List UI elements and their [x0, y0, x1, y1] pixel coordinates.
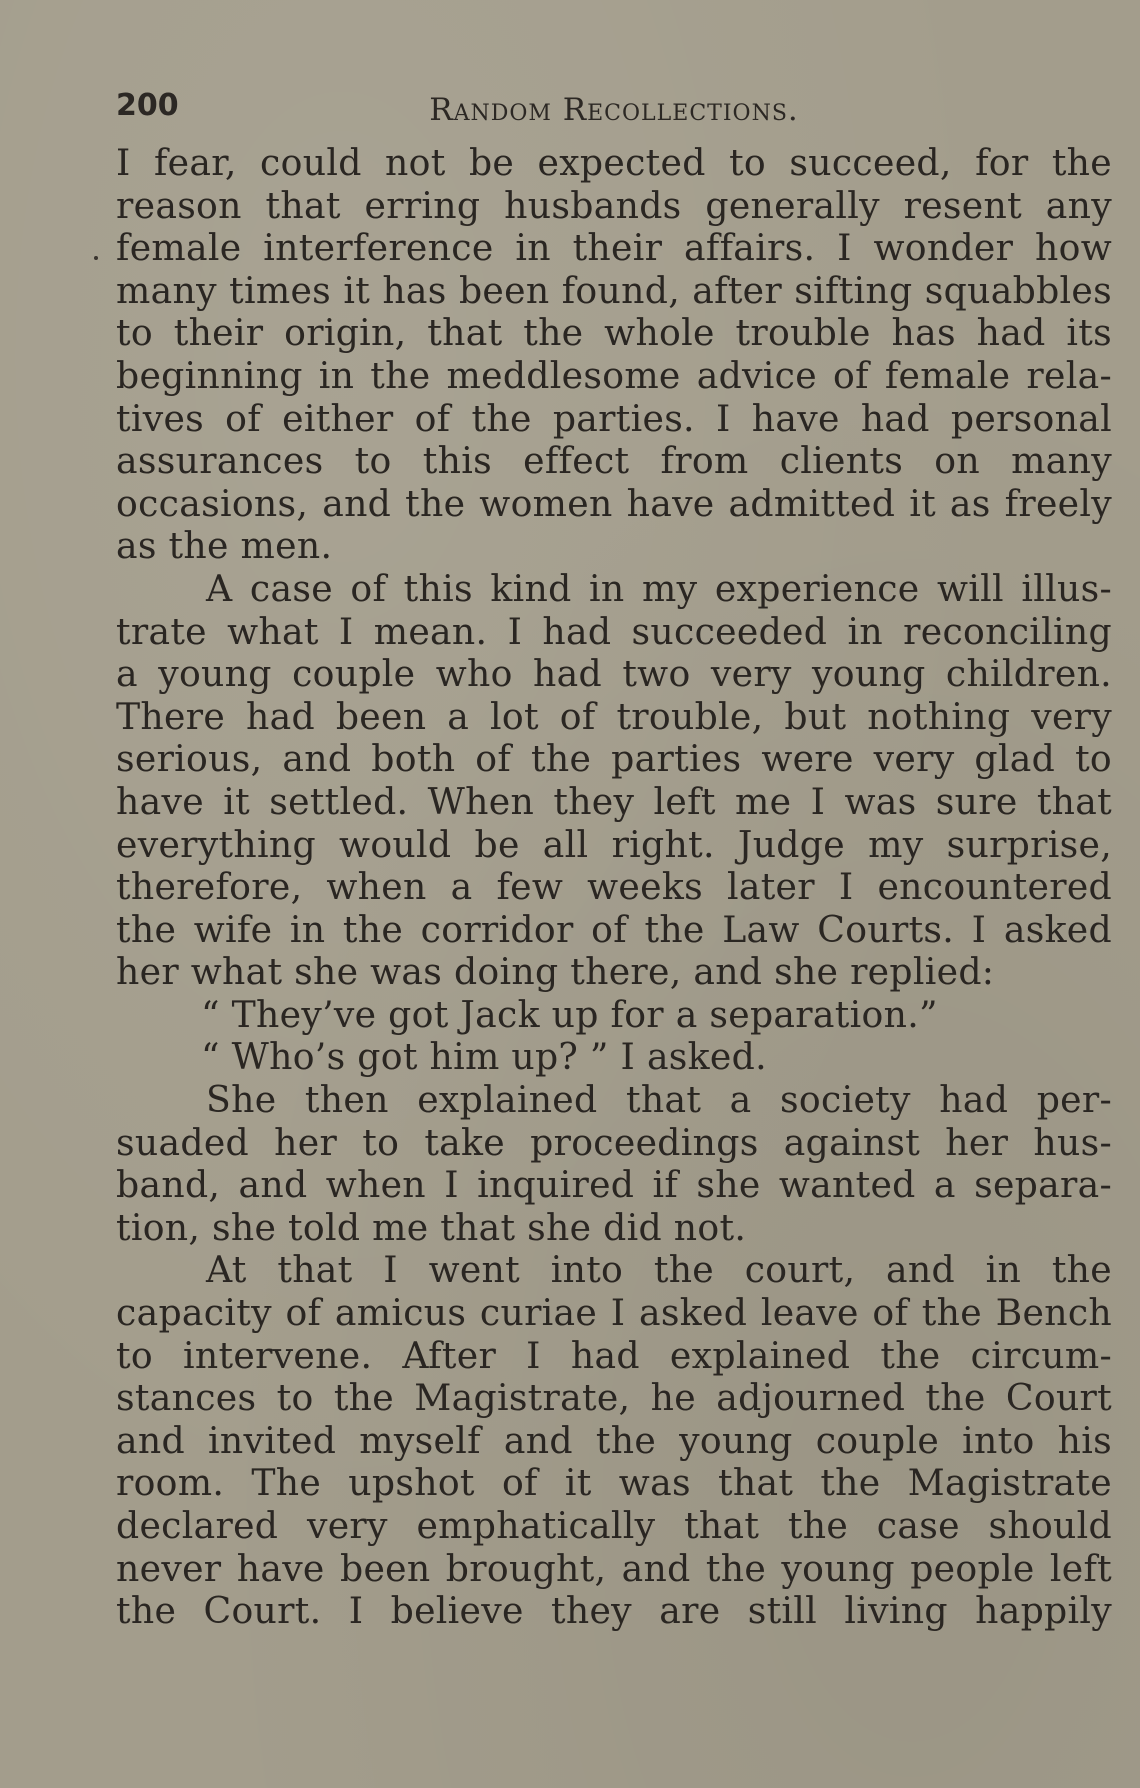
text-line: room. The upshot of it was that the Magistrate	[116, 1461, 1112, 1505]
text-line: capacity of amicus curiae I asked leave of the Bench	[116, 1291, 1112, 1335]
text-line: trate what I mean. I had succeeded in reconciling	[116, 609, 1112, 653]
text-line: occasions, and the women have admitted it as freely	[116, 481, 1112, 525]
text-line: the wife in the corridor of the Law Courts. I asked	[116, 907, 1112, 951]
text-line: reason that erring husbands generally resent any	[116, 183, 1112, 227]
text-line: as the men.	[116, 524, 333, 568]
text-line: band, and when I inquired if she wanted a separa-	[116, 1163, 1112, 1207]
page-header	[116, 88, 1112, 132]
paragraph-6	[116, 1249, 1112, 1632]
dialogue	[116, 994, 1112, 1079]
text-line: have it settled. When they left me I was sure that	[116, 779, 1112, 823]
dialogue-line: “ Who’s got him up? ” I asked.	[201, 1035, 767, 1079]
text-line: stances to the Magistrate, he adjourned the Court	[116, 1376, 1112, 1420]
text-line: never have been brought, and the young people left	[116, 1546, 1112, 1590]
margin-speck	[94, 256, 98, 260]
body-text	[116, 142, 1112, 1633]
text-line: tives of either of the parties. I have had personal	[116, 396, 1112, 440]
text-line: There had been a lot of trouble, but nothing very	[116, 694, 1112, 738]
text-line: therefore, when a few weeks later I encountered	[116, 865, 1112, 909]
text-line: tion, she told me that she did not.	[116, 1205, 747, 1249]
text-line: At that I went into the court, and in the	[206, 1248, 1112, 1292]
text-line: the Court. I believe they are still living happily	[116, 1589, 1112, 1633]
paragraph-2	[116, 568, 1112, 994]
text-line: declared very emphatically that the case should	[116, 1504, 1112, 1547]
text-line: She then explained that a society had per-	[206, 1078, 1112, 1122]
text-line: female interference in their affairs. I wonder how	[116, 226, 1112, 270]
paragraph-5	[116, 1079, 1112, 1249]
paragraph-1	[116, 142, 1112, 568]
text-line: A case of this kind in my experience will illus-	[206, 566, 1112, 610]
text-line: and invited myself and the young couple into his	[116, 1418, 1112, 1462]
text-line: assurances to this effect from clients on many	[116, 439, 1112, 483]
text-line: her what she was doing there, and she replied:	[116, 950, 995, 994]
text-line: to their origin, that the whole trouble has had its	[116, 311, 1112, 355]
text-line: many times it has been found, after sifting squabbles	[116, 268, 1112, 312]
text-line: to intervene. After I had explained the circum-	[116, 1333, 1112, 1377]
text-line: a young couple who had two very young children.	[116, 652, 1112, 696]
text-line: suaded her to take proceedings against her hus-	[116, 1120, 1112, 1164]
running-head: Random Recollections.	[429, 92, 799, 128]
text-line: beginning in the meddlesome advice of female rela-	[116, 353, 1112, 397]
dialogue-line: “ They’ve got Jack up for a separation.”	[201, 992, 938, 1036]
text-line: everything would be all right. Judge my surprise,	[116, 822, 1112, 866]
text-line: serious, and both of the parties were very glad to	[116, 737, 1112, 781]
book-page	[116, 88, 1112, 1633]
text-line: I fear, could not be expected to succeed, for the	[116, 141, 1112, 184]
page-number: 200	[116, 88, 179, 123]
